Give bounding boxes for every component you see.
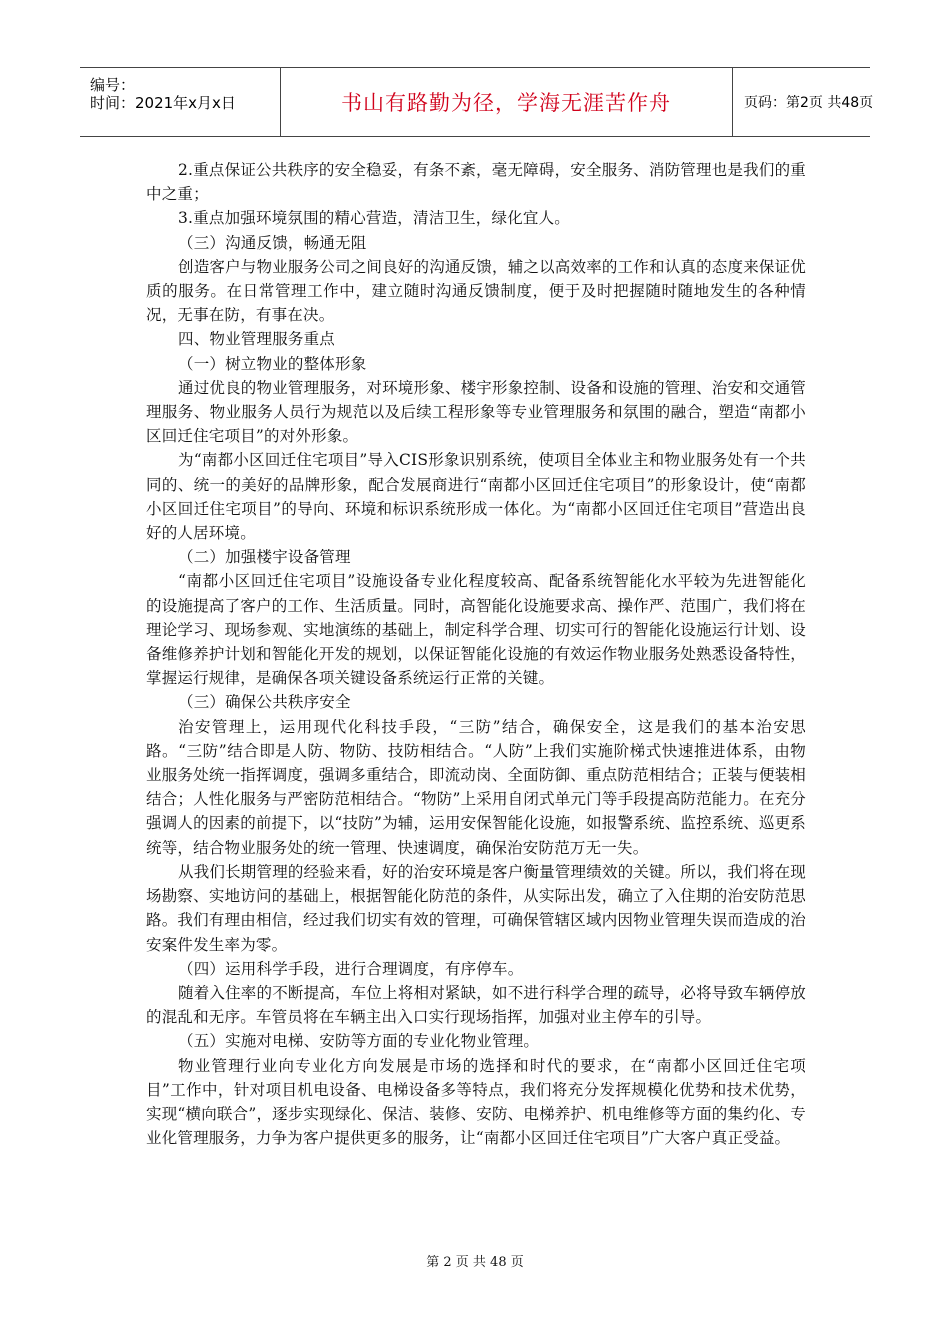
footer-page-number: 第 2 页 共 48 页 (426, 1255, 524, 1270)
paragraph: 2.重点保证公共秩序的安全稳妥，有条不紊，毫无障碍，安全服务、消防管理也是我们的重中之重； (146, 161, 806, 204)
paragraph: 从我们长期管理的经验来看，好的治安环境是客户衡量管理绩效的关键。所以，我们将在现场勘察、实地访问的基础上，根据智能化防范的条件，从实际出发，确立了入住期的治安防范思路。我们有理由相信，经过我们切实有效的管理，可确保管辖区域内因物业管理失误而造成的治安案件发生率为零。 (146, 862, 807, 954)
header-page-cell (732, 68, 874, 136)
header-motto-cell (280, 68, 733, 136)
paragraph: 治安管理上，运用现代化科技手段，“三防”结合，确保安全，这是我们的基本治安思路。“三防”结合即是人防、物防、技防相结合。“人防”上我们实施阶梯式快速推进体系，由物业服务处统一指挥调度，强调多重结合，即流动岗、全面防御、重点防范相结合；正装与便装相结合；人性化服务与严密防范相结合。“物防”上采用自闭式单元门等手段提高防范能力。在充分强调人的因素的前提下，以“技防”为辅，运用安保智能化设施，如报警系统、监控系统、巡更系统等，结合物业服务处的统一管理、快速调度，确保治安防范万无一失。 (146, 717, 806, 857)
number-label: 编号： (90, 76, 136, 94)
paragraph: 物业管理行业向专业化方向发展是市场的选择和时代的要求，在“南都小区回迁住宅项目”工作中，针对项目机电设备、电梯设备多等特点，我们将充分发挥规模化优势和技术优势，实现“横向联合”，逐步实现绿化、保洁、装修、安防、电梯养护、机电维修等方面的集约化、专业化管理服务，力争为客户提供更多的服务，让“南都小区回迁住宅项目”广大客户真正受益。 (146, 1056, 806, 1148)
header-left-cell (80, 68, 281, 136)
section-heading: （五）实施对电梯、安防等方面的专业化物业管理。 (178, 1032, 540, 1051)
section-heading: （三）沟通反馈，畅通无阻 (178, 233, 367, 252)
section-heading: （三）确保公共秩序安全 (178, 693, 351, 712)
document-body (146, 158, 806, 1150)
section-heading: （四）运用科学手段，进行合理调度，有序停车。 (178, 959, 524, 978)
paragraph: 创造客户与物业服务公司之间良好的沟通反馈，辅之以高效率的工作和认真的态度来保证优质的服务。在日常管理工作中，建立随时沟通反馈制度，便于及时把握随时随地发生的各种情况，无事在防，有事在决。 (146, 257, 807, 325)
time-label: 时间：2021年x月x日 (90, 94, 236, 112)
page-footer (0, 1251, 950, 1270)
page-header (80, 67, 874, 137)
paragraph: “南都小区回迁住宅项目”设施设备专业化程度较高、配备系统智能化水平较为先进智能化的设施提高了客户的工作、生活质量。同时，高智能化设施要求高、操作严、范围广，我们将在理论学习、现场参观、实地演练的基础上，制定科学合理、切实可行的智能化设施运行计划、设备维修养护计划和智能化开发的规划，以保证智能化设施的有效运作物业服务处熟悉设备特性，掌握运行规律，是确保各项关键设备系统运行正常的关键。 (146, 572, 806, 688)
paragraph: 为“南都小区回迁住宅项目”导入CIS形象识别系统，使项目全体业主和物业服务处有一个共同的、统一的美好的品牌形象，配合发展商进行“南都小区回迁住宅项目”的形象设计，使“南都小区回迁住宅项目”的导向、环境和标识系统形成一体化。为“南都小区回迁住宅项目”营造出良好的人居环境。 (146, 451, 806, 543)
section-heading: （一）树立物业的整体形象 (178, 354, 367, 373)
section-heading: 四、物业管理服务重点 (178, 330, 336, 349)
section-heading: （二）加强楼宇设备管理 (178, 548, 351, 567)
page-info: 页码：第2页 共48页 (744, 95, 874, 111)
motto: 书山有路勤为径，学海无涯苦作舟 (341, 91, 671, 115)
paragraph: 3.重点加强环境氛围的精心营造，清洁卫生，绿化宜人。 (178, 209, 570, 228)
paragraph: 通过优良的物业管理服务，对环境形象、楼宇形象控制、设备和设施的管理、治安和交通管理服务、物业服务人员行为规范以及后续工程形象等专业管理服务和氛围的融合，塑造“南都小区回迁住宅项目”的对外形象。 (146, 378, 807, 446)
paragraph: 随着入住率的不断提高，车位上将相对紧缺，如不进行科学合理的疏导，必将导致车辆停放的混乱和无序。车管员将在车辆主出入口实行现场指挥，加强对业主停车的引导。 (146, 983, 807, 1027)
